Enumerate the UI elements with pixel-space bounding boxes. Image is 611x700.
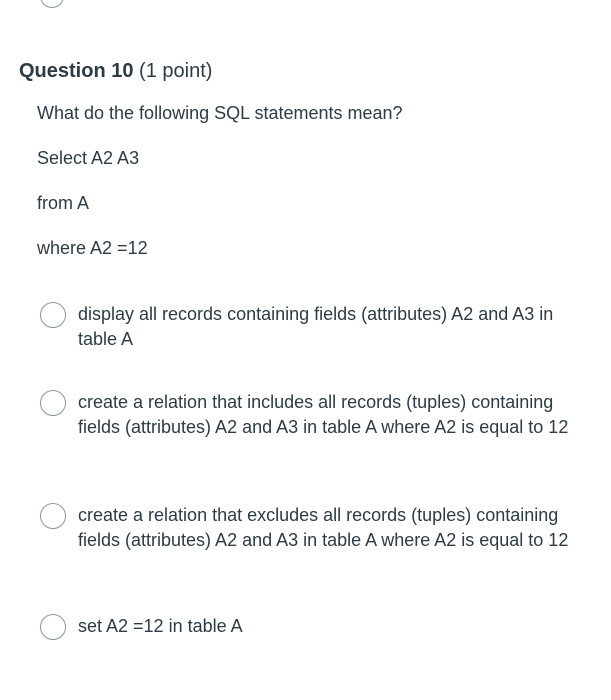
question-points: (1 point) <box>139 60 213 82</box>
answer-label: create a relation that includes all records (tuples) containing fields (attributes) A2 and A3 in table A where A2 is equal to 12 <box>78 392 569 437</box>
answer-label: display all records containing fields (attributes) A2 and A3 in table A <box>78 304 554 349</box>
radio-button[interactable] <box>40 503 66 529</box>
radio-button[interactable] <box>40 614 66 640</box>
sql-from-line: from A <box>37 193 90 213</box>
radio-button[interactable] <box>40 390 66 416</box>
question-prompt: What do the following SQL statements mean? <box>37 103 403 123</box>
answer-label: create a relation that excludes all records (tuples) containing fields (attributes) A2 and A3 in table A where A2 is equal to 12 <box>78 505 569 550</box>
previous-question-radio[interactable] <box>40 0 64 8</box>
radio-button[interactable] <box>40 302 66 328</box>
question-header <box>19 58 212 84</box>
sql-select-line: Select A2 A3 <box>37 148 140 168</box>
question-number: Question 10 <box>19 60 134 82</box>
answer-label: set A2 =12 in table A <box>78 616 243 636</box>
sql-where-line: where A2 =12 <box>37 238 148 258</box>
